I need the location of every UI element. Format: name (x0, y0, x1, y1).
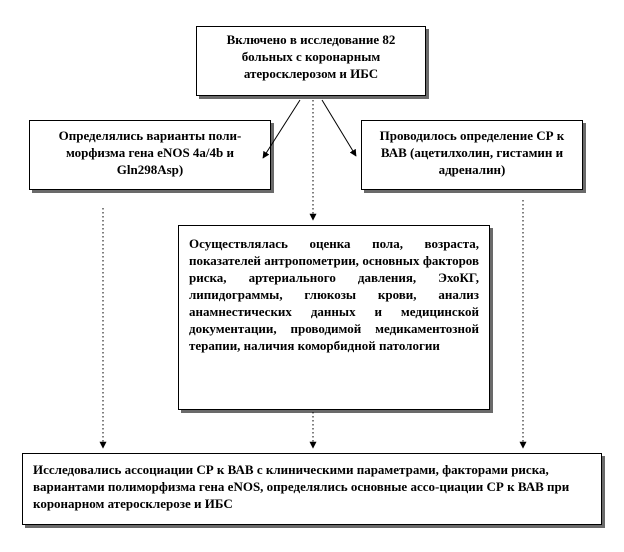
right-box-text: Проводилось определение СР к ВАВ (ацетилхолин, гистамин и адреналин) (379, 128, 565, 177)
middle-box-text: Осуществлялась оценка пола, возраста, показателей антропометрии, основных факторов риска, артериального давления, ЭхоКГ, липидограммы, глюкозы крови, анализ анамнестических данных и медицинской документации, проводимой медикаментозной терапии, наличия коморбидной патологии (189, 236, 479, 353)
top-box-text: Включено в исследование 82 больных с коронарным атеросклерозом и ИБС (226, 32, 396, 81)
arrow-top-to-left (263, 100, 300, 158)
bottom-box-text: Исследовались ассоциации СР к ВАВ с клиническими параметрами, факторами риска, вариантами полиморфизма гена eNOS, определялись основные ассо-циации СР к ВАВ при коронарном атеросклерозе и ИБС (33, 462, 570, 511)
left-box-text: Определялись варианты поли-морфизма гена eNOS 4a/4b и Gln298Asp) (58, 128, 242, 177)
arrow-top-to-right (322, 100, 356, 156)
